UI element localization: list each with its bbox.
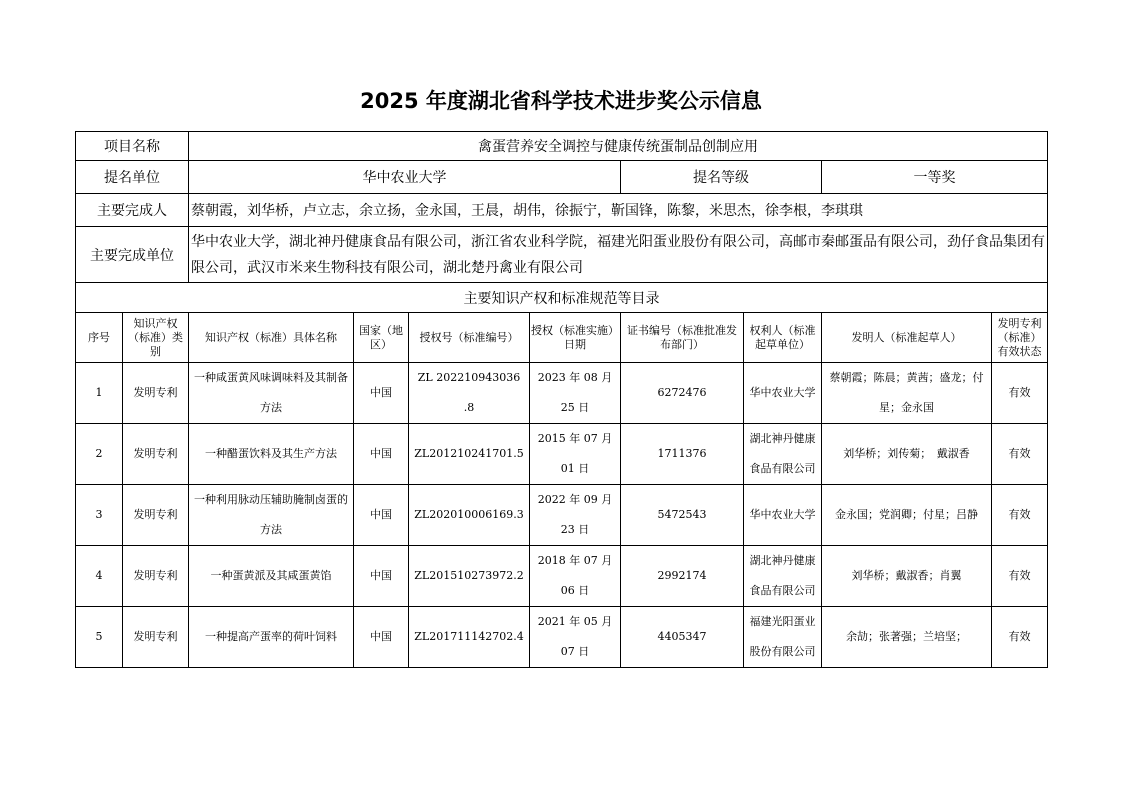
nominator-row [76,161,1048,194]
cell-type: 发明专利 [123,607,189,668]
units-value: 华中农业大学，湖北神丹健康食品有限公司，浙江省农业科学院，福建光阳蛋业股份有限公司，高邮市秦邮蛋品有限公司，劲仔食品集团有限公司，武汉市米来生物科技有限公司，湖北楚丹禽业有限公司 [189,227,1048,283]
contributors-label: 主要完成人 [76,194,189,227]
cell-country: 中国 [354,607,409,668]
table-row [76,424,1048,485]
table-row [76,546,1048,607]
cell-holder: 湖北神丹健康食品有限公司 [744,424,822,485]
column-header: 发明专利（标准）有效状态 [992,313,1048,363]
nominator-value: 华中农业大学 [189,161,621,194]
units-row [76,227,1048,283]
cell-certificate: 5472543 [621,485,744,546]
cell-date: 2021 年 05 月 07 日 [530,607,621,668]
cell-type: 发明专利 [123,424,189,485]
cell-holder: 湖北神丹健康食品有限公司 [744,546,822,607]
grade-value: 一等奖 [822,161,1048,194]
column-header: 授权（标准实施）日期 [530,313,621,363]
cell-name: 一种蛋黄派及其咸蛋黄馅 [189,546,354,607]
cell-status: 有效 [992,424,1048,485]
ip-section-row [76,283,1048,313]
cell-no: 2 [76,424,123,485]
cell-type: 发明专利 [123,363,189,424]
column-header: 权利人（标准起草单位） [744,313,822,363]
column-header: 序号 [76,313,123,363]
cell-certificate: 1711376 [621,424,744,485]
column-header: 国家（地区） [354,313,409,363]
contributors-row [76,194,1048,227]
cell-country: 中国 [354,485,409,546]
project-name-value: 禽蛋营养安全调控与健康传统蛋制品创制应用 [189,132,1048,161]
column-header: 授权号（标准编号） [409,313,530,363]
grade-label: 提名等级 [621,161,822,194]
cell-name: 一种提高产蛋率的荷叶饲料 [189,607,354,668]
cell-holder: 华中农业大学 [744,363,822,424]
project-name-row [76,132,1048,161]
table-row [76,607,1048,668]
nominator-label: 提名单位 [76,161,189,194]
cell-number: ZL202010006169.3 [409,485,530,546]
cell-status: 有效 [992,363,1048,424]
cell-holder: 福建光阳蛋业股份有限公司 [744,607,822,668]
units-label: 主要完成单位 [76,227,189,283]
cell-name: 一种咸蛋黄风味调味料及其制备方法 [189,363,354,424]
cell-inventors: 刘华桥；戴淑香；肖翼 [822,546,992,607]
cell-no: 1 [76,363,123,424]
cell-status: 有效 [992,485,1048,546]
cell-inventors: 蔡朝霞；陈晨；黄茜；盛龙；付星；金永国 [822,363,992,424]
cell-certificate: 6272476 [621,363,744,424]
cell-no: 3 [76,485,123,546]
cell-certificate: 2992174 [621,546,744,607]
table-row [76,363,1048,424]
cell-inventors: 余劼；张著强；兰培坚； [822,607,992,668]
ip-section-heading: 主要知识产权和标准规范等目录 [76,283,1048,313]
column-header: 知识产权（标准）类别 [123,313,189,363]
page-title: 2025 年度湖北省科学技术进步奖公示信息 [360,89,762,113]
cell-holder: 华中农业大学 [744,485,822,546]
contributors-value: 蔡朝霞，刘华桥，卢立志，余立扬，金永国，王晨，胡伟，徐振宁，靳国锋，陈黎，米思杰，徐李根，李琪琪 [189,194,1048,227]
cell-inventors: 金永国；党润卿；付星；吕静 [822,485,992,546]
cell-type: 发明专利 [123,485,189,546]
column-header: 发明人（标准起草人） [822,313,992,363]
cell-number: ZL201210241701.5 [409,424,530,485]
cell-type: 发明专利 [123,546,189,607]
cell-number: ZL 202210943036 .8 [409,363,530,424]
cell-number: ZL201711142702.4 [409,607,530,668]
award-info-table [75,131,1048,668]
cell-date: 2022 年 09 月 23 日 [530,485,621,546]
cell-name: 一种利用脉动压辅助腌制卤蛋的方法 [189,485,354,546]
project-name-label: 项目名称 [76,132,189,161]
cell-date: 2015 年 07 月 01 日 [530,424,621,485]
cell-date: 2018 年 07 月 06 日 [530,546,621,607]
table-row [76,485,1048,546]
cell-country: 中国 [354,546,409,607]
cell-no: 5 [76,607,123,668]
cell-number: ZL201510273972.2 [409,546,530,607]
column-header: 证书编号（标准批准发布部门） [621,313,744,363]
cell-date: 2023 年 08 月 25 日 [530,363,621,424]
cell-status: 有效 [992,607,1048,668]
cell-country: 中国 [354,363,409,424]
cell-name: 一种醋蛋饮料及其生产方法 [189,424,354,485]
cell-certificate: 4405347 [621,607,744,668]
column-header: 知识产权（标准）具体名称 [189,313,354,363]
cell-inventors: 刘华桥；刘传菊； 戴淑香 [822,424,992,485]
cell-country: 中国 [354,424,409,485]
cell-status: 有效 [992,546,1048,607]
ip-header-row [76,313,1048,363]
cell-no: 4 [76,546,123,607]
